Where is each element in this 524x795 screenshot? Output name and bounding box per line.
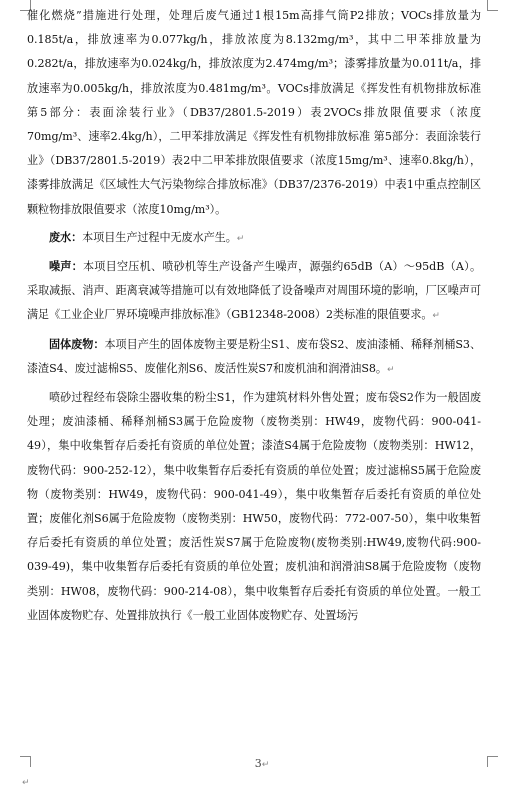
paragraph-mark-icon: ↵ [432, 311, 440, 322]
paragraph-text: 本项目空压机、喷砂机等生产设备产生噪声，源强约65dB（A）～95dB（A）。采取减振、消声、距离衰减等措施可以有效地降低了设备噪声对周围环境的影响，厂区噪声可满足《工业企业厂界环境噪声排放标准》（GB12348-2008）2类标准的限值要求。 [27, 260, 481, 322]
paragraph-mark-icon: ↵ [386, 364, 395, 375]
page-number [0, 757, 524, 770]
paragraph-text: 本项目生产过程中无废水产生。 [82, 230, 237, 244]
paragraph-voc-emissions [27, 4, 481, 222]
page-number-text: 3 [254, 757, 262, 770]
paragraph-text: 本项目产生的固体废物主要是粉尘S1、废布袋S2、废油漆桶、稀释剂桶S3、漆渣S4、废过滤棉S5、废催化剂S6、废活性炭S7和废机油和润滑油S8。 [27, 337, 481, 375]
paragraph-mark-icon: ↵ [261, 760, 270, 770]
document-body [27, 4, 481, 632]
paragraph-waste-disposal [27, 386, 481, 628]
paragraph-noise [27, 255, 481, 329]
paragraph-mark-icon: ↵ [22, 778, 30, 788]
paragraph-label: 废水： [49, 230, 83, 244]
paragraph-label: 噪声： [49, 260, 83, 274]
paragraph-mark-icon: ↵ [236, 233, 245, 244]
paragraph-wastewater [27, 226, 481, 251]
paragraph-text: 喷砂过程经布袋除尘器收集的粉尘S1，作为建筑材料外售处置；废布袋S2作为一般固废处理；废油漆桶、稀释剂桶S3属于危险废物（废物类别：HW49，废物代码：900-041-49），集中收集暂存后委托有资质的单位处置；漆渣S4属于危险废物（废物类别：HW12，废物代码：900-252-12），集中收集暂存后委托有资质的单位处置；废过滤棉S5属于危险废物（废物类别：HW49，废物代码：900-041-49），集中收集暂存后委托有资质的单位处置；废催化剂S6属于危险废物（废物类别：HW50，废物代码：772-007-50），集中收集暂存后委托有资质的单位处置；废活性炭S7属于危险废物(废物类别:HW49,废物代码:900-039-49)，集中收集暂存后委托有资质的单位处置；废机油和润滑油S8属于危险废物（废物类别：HW08，废物代码：900-214-08），集中收集暂存后委托有资质的单位处置。一般工业固体废物贮存、处置排放执行《一般工业固体废物贮存、处置场污 [27, 391, 481, 622]
paragraph-solid-waste [27, 333, 481, 382]
paragraph-label: 固体废物： [49, 337, 105, 351]
paragraph-text: 催化燃烧”措施进行处理，处理后废气通过1根15m高排气筒P2排放；VOCs排放量为0.185t/a，排放速率为0.077kg/h，排放浓度为8.132mg/m³，其中二甲苯排放量为0.282t/a，排放速率为0.024kg/h，排放浓度为2.474mg/m³；漆雾排放量为0.011t/a，排放速率为0.005kg/h，排放浓度为0.481mg/m³。VOCs排放满足《挥发性有机物排放标准 第5部分：表面涂装行业》（DB37/2801.5-2019）表2VOCs排放限值要求（浓度70mg/m³、速率2.4kg/h），二甲苯排放满足《挥发性有机物排放标准 第5部分：表面涂装行业》（DB37/2801.5-2019）表2中二甲苯排放限值要求（浓度15mg/m³、速率0.8kg/h），漆雾排放满足《区域性大气污染物综合排放标准》（DB37/2376-2019）中表1中重点控制区颗粒物排放限值要求（浓度10mg/m³）。 [27, 9, 481, 216]
crop-mark-top-right [487, 0, 498, 11]
